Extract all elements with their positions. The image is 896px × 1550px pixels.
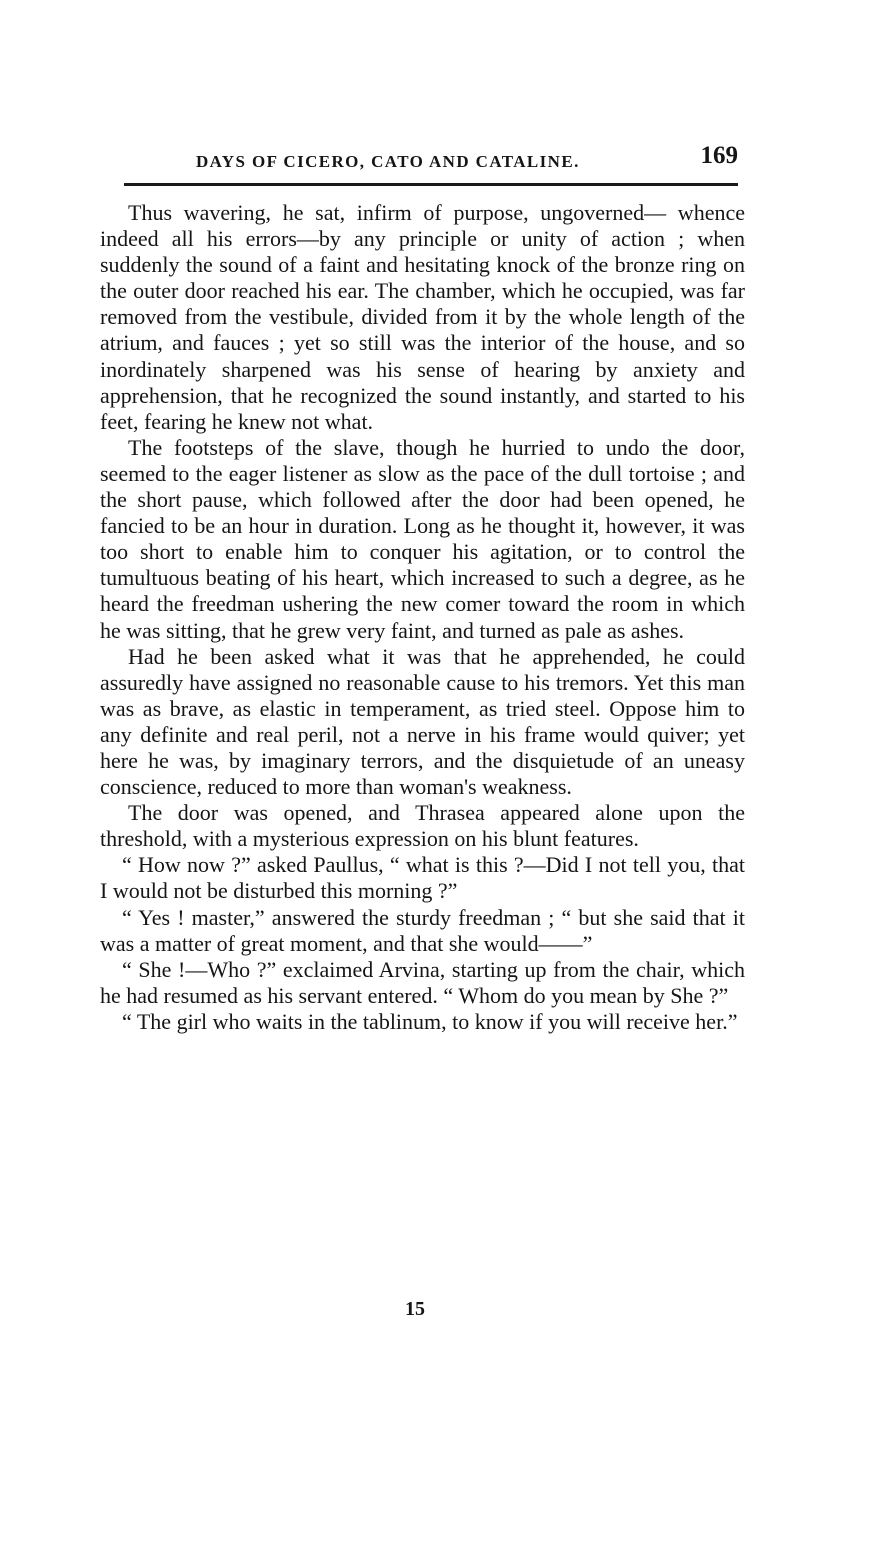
dialogue-paragraph: “ How now ?” asked Paullus, “ what is this ?—Did I not tell you, that I would not be disturbed this morning ?” [100,852,745,904]
paragraph: Thus wavering, he sat, infirm of purpose, ungoverned— whence indeed all his errors—by any principle or unity of action ; when suddenly the sound of a faint and hesitating knock of the bronze ring on the outer door reached his ear. The chamber, which he occupied, was far removed from the vestibule, divided from it by the whole length of the atrium, and fauces ; yet so still was the interior of the house, and so inordinately sharpened was his sense of hearing by anxiety and apprehension, that he recognized the sound instantly, and started to his feet, fearing he knew not what. [100,200,745,434]
dialogue-paragraph: “ Yes ! master,” answered the sturdy freedman ; “ but she said that it was a matter of great moment, and that she would——” [100,904,745,956]
paragraph: The door was opened, and Thrasea appeared alone upon the threshold, with a mysterious expression on his blunt features. [100,800,745,852]
page-number: 169 [700,142,738,169]
dialogue-paragraph: “ She !—Who ?” exclaimed Arvina, starting up from the chair, which he had resumed as his servant entered. “ Whom do you mean by She ?” [100,956,745,1008]
body-text [100,200,745,1035]
running-head [124,142,746,182]
paragraph: The footsteps of the slave, though he hurried to undo the door, seemed to the eager listener as slow as the pace of the dull tortoise ; and the short pause, which followed after the door had been opened, he fancied to be an hour in duration. Long as he thought it, however, it was too short to enable him to conquer his agitation, or to control the tumultuous beating of his heart, which increased to such a degree, as he heard the freedman ushering the new comer toward the room in which he was sitting, that he grew very faint, and turned as pale as ashes. [100,434,745,643]
paragraph: Had he been asked what it was that he apprehended, he could assuredly have assigned no reasonable cause to his tremors. Yet this man was as brave, as elastic in temperament, as tried steel. Oppose him to any definite and real peril, not a nerve in his frame would quiver; yet here he was, by imaginary terrors, and the disquietude of an uneasy conscience, reduced to more than woman's weakness. [100,643,745,800]
dialogue-paragraph: “ The girl who waits in the tablinum, to know if you will receive her.” [122,1008,738,1034]
header-rule [124,183,738,186]
signature-mark: 15 [405,1298,425,1320]
running-title: DAYS OF CICERO, CATO AND CATALINE. [196,152,580,171]
